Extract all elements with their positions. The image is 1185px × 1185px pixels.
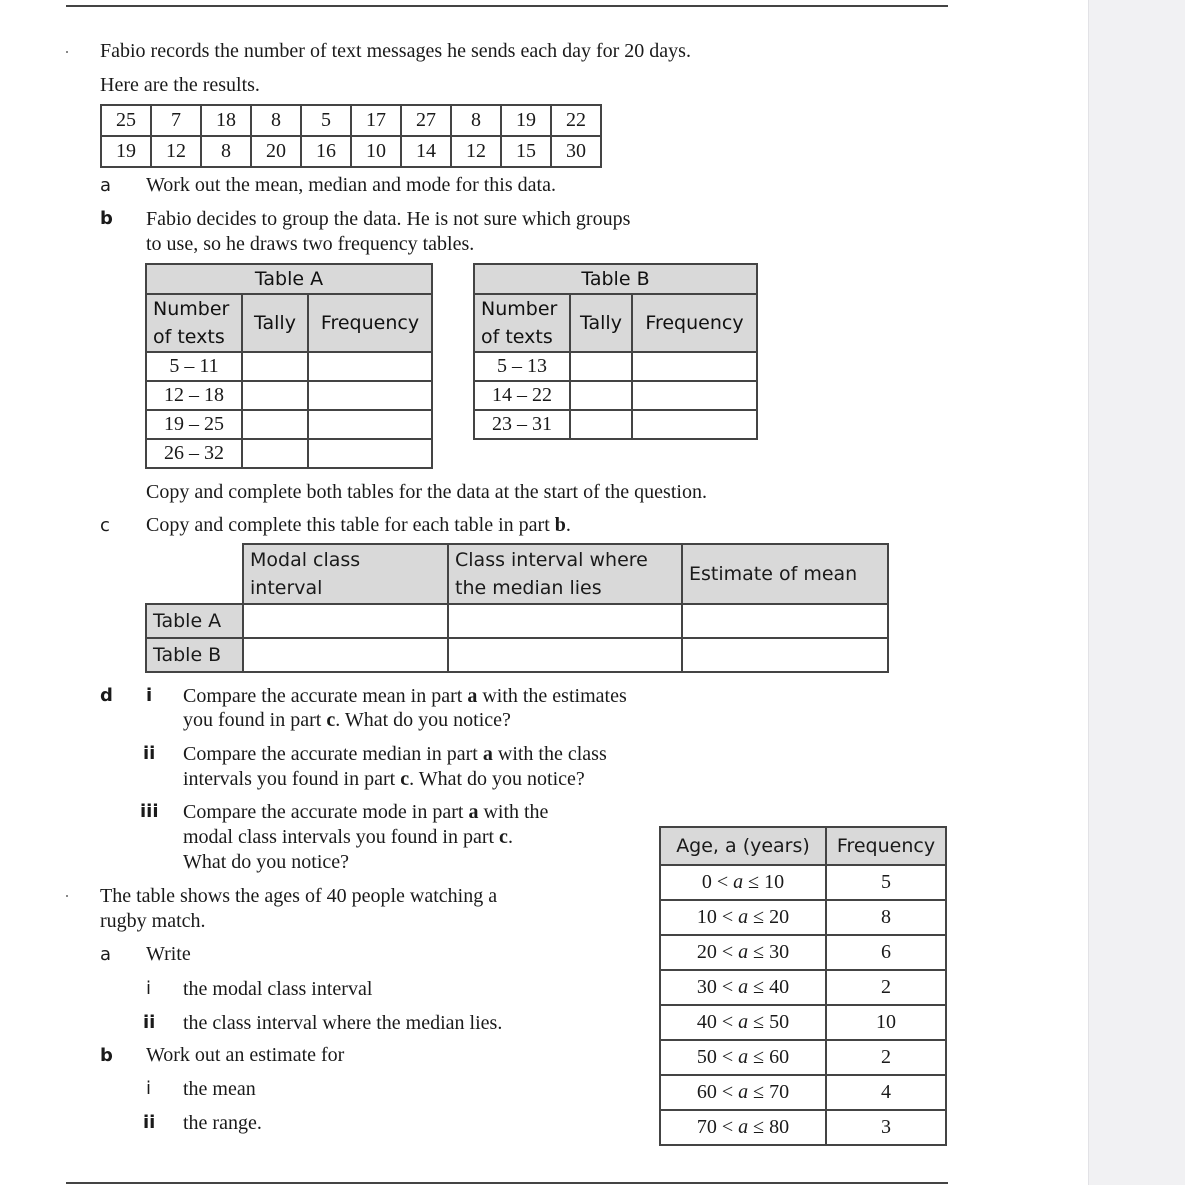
q1-part-d-iii-line-2 — [183, 824, 513, 850]
less-than-symbol: < — [721, 906, 734, 928]
table-a-row — [146, 439, 432, 468]
table-b-interval-cell: 14 – 22 — [474, 381, 570, 410]
d-ii-l2-pre: intervals you found in part — [183, 768, 401, 790]
age-variable: a — [738, 1116, 749, 1138]
ages-frequency-cell: 10 — [826, 1005, 946, 1040]
frequency-table-a — [145, 263, 433, 469]
table-a-tally-cell[interactable] — [242, 410, 308, 439]
age-variable: a — [738, 906, 749, 928]
interval-upper: 30 — [769, 941, 790, 963]
table-a-frequency-cell[interactable] — [308, 439, 432, 468]
d-iii-l2-post: . — [507, 826, 513, 848]
data-cell: 8 — [251, 105, 301, 136]
table-a-interval-cell: 5 – 11 — [146, 352, 242, 381]
ages-row — [660, 970, 946, 1005]
q2-part-a-i-text: the modal class interval — [183, 978, 373, 1000]
table-b-number-header-line-1: Number — [481, 298, 558, 320]
table-a-row — [146, 410, 432, 439]
less-equal-symbol: ≤ — [748, 871, 760, 893]
less-equal-symbol: ≤ — [753, 941, 765, 963]
data-cell: 8 — [451, 105, 501, 136]
data-table-row — [101, 136, 601, 167]
data-cell: 15 — [501, 136, 551, 167]
interval-lower: 70 — [696, 1116, 717, 1138]
q1-part-c-text — [146, 512, 571, 538]
age-variable: a — [738, 1046, 749, 1068]
d-iii-l1-pre: Compare the accurate mode in part — [183, 801, 469, 823]
d-ii-l2-post: . What do you notice? — [409, 768, 585, 790]
q1-part-d-label: d — [100, 685, 113, 706]
data-cell: 25 — [101, 105, 151, 136]
q1-part-d-i-line-1 — [183, 683, 627, 709]
table-b-number-header-line-2: of texts — [481, 326, 553, 348]
table-a-frequency-cell[interactable] — [308, 410, 432, 439]
ages-row — [660, 1040, 946, 1075]
q1-part-d-ii-label: ii — [143, 743, 156, 764]
interval-lower: 10 — [696, 906, 717, 928]
ages-interval-cell — [660, 900, 826, 935]
ages-row — [660, 900, 946, 935]
median-interval-header-line-1: Class interval where — [455, 549, 648, 571]
q2-part-b-i-label: i — [146, 1078, 152, 1099]
q1-part-c-text-pre: Copy and complete this table for each table in part — [146, 514, 555, 536]
d-i-l2-pre: you found in part — [183, 709, 327, 731]
ages-frequency-cell: 2 — [826, 1040, 946, 1075]
table-b-tally-header: Tally — [570, 294, 632, 352]
table-b-row — [474, 352, 757, 381]
interval-lower: 30 — [696, 976, 717, 998]
table-b-frequency-header: Frequency — [632, 294, 757, 352]
data-cell: 22 — [551, 105, 601, 136]
data-cell: 12 — [151, 136, 201, 167]
ages-header-age: Age, a (years) — [660, 827, 826, 865]
modal-class-header-line-1: Modal class — [250, 549, 361, 571]
q2-part-b-label: b — [100, 1045, 113, 1066]
summary-row-header: Table A — [146, 604, 243, 638]
data-cell: 12 — [451, 136, 501, 167]
ages-frequency-cell: 5 — [826, 865, 946, 900]
table-a-interval-cell: 12 – 18 — [146, 381, 242, 410]
ages-frequency-cell: 6 — [826, 935, 946, 970]
median-interval-header — [448, 544, 682, 604]
data-cell: 27 — [401, 105, 451, 136]
less-than-symbol: < — [721, 941, 734, 963]
q1-part-b-text-2: to use, so he draws two frequency tables. — [146, 233, 475, 255]
q1-part-c-label: c — [100, 515, 110, 536]
interval-upper: 20 — [769, 906, 790, 928]
table-a-tally-cell[interactable] — [242, 439, 308, 468]
table-a-number-header-line-2: of texts — [153, 326, 225, 348]
less-than-symbol: < — [721, 1116, 734, 1138]
modal-class-header-line-2: interval — [250, 577, 323, 599]
age-variable: a — [738, 1081, 749, 1103]
ages-row — [660, 1110, 946, 1145]
bottom-rule — [66, 1182, 948, 1184]
ages-interval-cell — [660, 1005, 826, 1040]
d-ii-l1-post: with the class — [492, 743, 607, 765]
ages-header-frequency: Frequency — [826, 827, 946, 865]
age-variable: a — [738, 976, 749, 998]
table-a-tally-header: Tally — [242, 294, 308, 352]
table-a-frequency-header: Frequency — [308, 294, 432, 352]
q1-intro-line-1: Fabio records the number of text messages he sends each day for 20 days. — [100, 40, 691, 62]
data-cell: 19 — [101, 136, 151, 167]
less-than-symbol: < — [721, 1081, 734, 1103]
table-a-tally-cell[interactable] — [242, 381, 308, 410]
q1-part-d-ii-line-1 — [183, 741, 607, 767]
d-i-l2-bold: c — [326, 709, 336, 731]
summary-modal-cell[interactable] — [243, 604, 448, 638]
d-iii-l1-post: with the — [478, 801, 549, 823]
interval-upper: 40 — [769, 976, 790, 998]
interval-upper: 60 — [769, 1046, 790, 1068]
less-than-symbol: < — [721, 1046, 734, 1068]
data-cell: 7 — [151, 105, 201, 136]
q1-part-b-after: Copy and complete both tables for the data at the start of the question. — [146, 481, 707, 503]
interval-lower: 50 — [696, 1046, 717, 1068]
q2-part-b-ii-text: the range. — [183, 1112, 262, 1134]
q1-part-d-i-label: i — [146, 685, 153, 706]
data-cell: 10 — [351, 136, 401, 167]
q1-part-d-iii-line-1 — [183, 799, 548, 825]
data-cell: 30 — [551, 136, 601, 167]
q1-part-b-label: b — [100, 208, 113, 229]
interval-lower: 40 — [696, 1011, 717, 1033]
d-ii-l2-bold: c — [400, 768, 410, 790]
ages-row — [660, 865, 946, 900]
table-b-caption: Table B — [474, 264, 757, 294]
q2-intro-line-2: rugby match. — [100, 910, 206, 932]
table-a-caption: Table A — [146, 264, 432, 294]
table-b-row — [474, 410, 757, 439]
ages-interval-cell — [660, 935, 826, 970]
table-a-row — [146, 381, 432, 410]
data-cell: 19 — [501, 105, 551, 136]
age-variable: a — [733, 871, 744, 893]
modal-class-header — [243, 544, 448, 604]
ages-interval-cell — [660, 1110, 826, 1145]
q2-part-a-ii-label: ii — [143, 1012, 156, 1033]
table-a-frequency-cell[interactable] — [308, 381, 432, 410]
text-messages-data-table — [100, 104, 602, 168]
table-b-interval-cell: 5 – 13 — [474, 352, 570, 381]
d-ii-l1-bold: a — [482, 743, 493, 765]
summary-mean-cell[interactable] — [682, 604, 888, 638]
table-b-number-header — [474, 294, 570, 352]
top-rule — [66, 5, 948, 7]
age-variable: a — [738, 941, 749, 963]
summary-row-header: Table B — [146, 638, 243, 672]
table-b-frequency-cell[interactable] — [632, 352, 757, 381]
less-equal-symbol: ≤ — [753, 1116, 765, 1138]
q2-part-b-i-text: the mean — [183, 1078, 256, 1100]
ages-interval-cell — [660, 1075, 826, 1110]
q1-part-a-label: a — [100, 175, 112, 196]
table-a-frequency-cell[interactable] — [308, 352, 432, 381]
summary-mean-cell[interactable] — [682, 638, 888, 672]
less-than-symbol: < — [716, 871, 729, 893]
interval-lower: 20 — [696, 941, 717, 963]
data-cell: 17 — [351, 105, 401, 136]
q1-part-a-text: Work out the mean, median and mode for this data. — [146, 174, 556, 196]
less-than-symbol: < — [721, 1011, 734, 1033]
q1-part-d-ii-line-2 — [183, 766, 585, 792]
interval-upper: 10 — [764, 871, 785, 893]
data-cell: 5 — [301, 105, 351, 136]
median-interval-header-line-2: the median lies — [455, 577, 602, 599]
less-equal-symbol: ≤ — [753, 1046, 765, 1068]
d-i-l1-bold: a — [467, 685, 478, 707]
ages-frequency-cell: 4 — [826, 1075, 946, 1110]
data-cell: 16 — [301, 136, 351, 167]
interval-upper: 80 — [769, 1116, 790, 1138]
d-ii-l1-pre: Compare the accurate median in part — [183, 743, 483, 765]
ages-frequency-cell: 3 — [826, 1110, 946, 1145]
d-iii-l1-bold: a — [468, 801, 479, 823]
ages-row — [660, 1005, 946, 1040]
table-a-interval-cell: 26 – 32 — [146, 439, 242, 468]
ages-frequency-cell: 8 — [826, 900, 946, 935]
q2-part-a-i-label: i — [146, 978, 152, 999]
summary-table — [145, 543, 889, 673]
age-variable: a — [738, 1011, 749, 1033]
table-a-number-header — [146, 294, 242, 352]
d-i-l2-post: . What do you notice? — [335, 709, 511, 731]
ages-interval-cell — [660, 865, 826, 900]
q2-part-b-text: Work out an estimate for — [146, 1044, 345, 1066]
table-b-tally-cell[interactable] — [570, 381, 632, 410]
summary-median-cell[interactable] — [448, 604, 682, 638]
data-cell: 8 — [201, 136, 251, 167]
summary-median-cell[interactable] — [448, 638, 682, 672]
less-equal-symbol: ≤ — [753, 1081, 765, 1103]
question-marker-dot — [66, 51, 68, 53]
ages-row — [660, 935, 946, 970]
table-b-frequency-cell[interactable] — [632, 381, 757, 410]
question-marker-dot — [66, 895, 68, 897]
q1-part-c-text-post: . — [565, 514, 571, 536]
estimate-mean-header: Estimate of mean — [682, 544, 888, 604]
table-b-interval-cell: 23 – 31 — [474, 410, 570, 439]
ages-interval-cell — [660, 970, 826, 1005]
summary-row — [146, 604, 888, 638]
table-b-frequency-cell[interactable] — [632, 410, 757, 439]
summary-modal-cell[interactable] — [243, 638, 448, 672]
table-b-tally-cell[interactable] — [570, 352, 632, 381]
data-cell: 18 — [201, 105, 251, 136]
d-iii-l2-pre: modal class intervals you found in part — [183, 826, 500, 848]
summary-corner — [146, 544, 243, 604]
interval-upper: 50 — [769, 1011, 790, 1033]
ages-interval-cell — [660, 1040, 826, 1075]
less-equal-symbol: ≤ — [753, 1011, 765, 1033]
interval-lower: 60 — [696, 1081, 717, 1103]
q1-part-d-iii-line-3: What do you notice? — [183, 851, 350, 873]
q1-part-c-text-bold: b — [554, 514, 566, 536]
table-a-row — [146, 352, 432, 381]
d-i-l1-post: with the estimates — [477, 685, 627, 707]
ages-frequency-table — [659, 826, 947, 1146]
q2-part-b-ii-label: ii — [143, 1112, 156, 1133]
interval-lower: 0 — [701, 871, 712, 893]
ages-frequency-cell: 2 — [826, 970, 946, 1005]
less-than-symbol: < — [721, 976, 734, 998]
table-a-tally-cell[interactable] — [242, 352, 308, 381]
interval-upper: 70 — [769, 1081, 790, 1103]
table-b-tally-cell[interactable] — [570, 410, 632, 439]
q1-part-d-i-line-2 — [183, 707, 511, 733]
data-table-row — [101, 105, 601, 136]
frequency-table-b — [473, 263, 758, 440]
table-a-interval-cell: 19 – 25 — [146, 410, 242, 439]
q2-intro-line-1: The table shows the ages of 40 people watching a — [100, 885, 498, 907]
data-cell: 14 — [401, 136, 451, 167]
scrollbar-gutter[interactable] — [1088, 0, 1185, 1185]
q2-part-a-ii-text: the class interval where the median lies. — [183, 1012, 503, 1034]
table-b-row — [474, 381, 757, 410]
q1-intro-line-2: Here are the results. — [100, 74, 260, 96]
ages-row — [660, 1075, 946, 1110]
less-equal-symbol: ≤ — [753, 906, 765, 928]
table-a-number-header-line-1: Number — [153, 298, 230, 320]
d-i-l1-pre: Compare the accurate mean in part — [183, 685, 468, 707]
d-iii-l2-bold: c — [499, 826, 508, 848]
q1-part-d-iii-label: iii — [140, 801, 159, 822]
less-equal-symbol: ≤ — [753, 976, 765, 998]
summary-row — [146, 638, 888, 672]
q2-part-a-text: Write — [146, 943, 191, 965]
data-cell: 20 — [251, 136, 301, 167]
q1-part-b-text-1: Fabio decides to group the data. He is not sure which groups — [146, 208, 631, 230]
q2-part-a-label: a — [100, 944, 112, 965]
